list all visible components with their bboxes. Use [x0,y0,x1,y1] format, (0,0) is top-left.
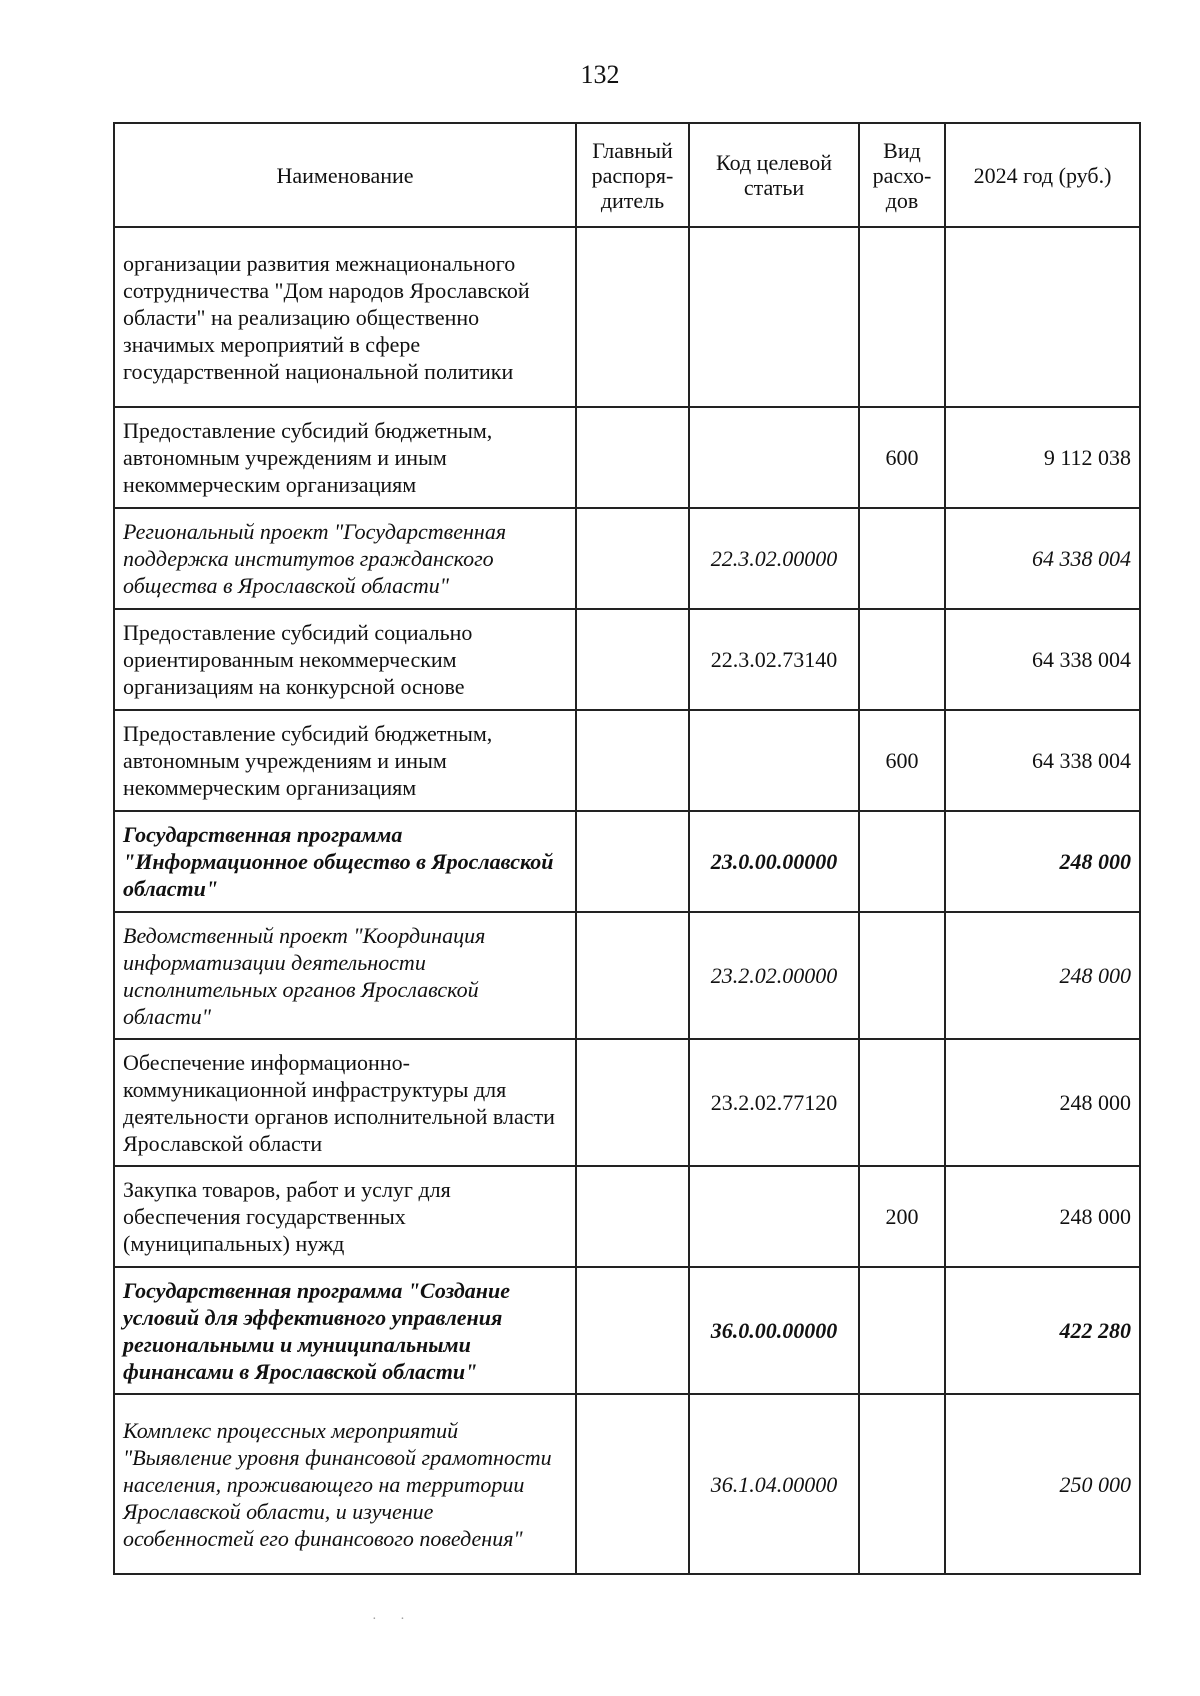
table-row [114,1166,1140,1267]
cell-manager [576,508,689,609]
cell-type: 600 [859,407,945,508]
cell-amount: 64 338 004 [945,710,1140,811]
page-number: 132 [580,60,620,89]
cell-type [859,912,945,1039]
cell-code: 23.2.02.00000 [689,912,859,1039]
cell-manager [576,1166,689,1267]
budget-table [113,122,1141,1575]
table-row [114,508,1140,609]
cell-manager [576,912,689,1039]
cell-name: организации развития межнационального сотрудничества "Дом народов Ярославской области" на реализацию общественно значимых мероприятий в сфере государственной национальной политики [114,227,576,407]
cell-name: Ведомственный проект "Координация информатизации деятельности исполнительных органов Ярославской области" [114,912,576,1039]
table-row [114,1394,1140,1574]
cell-name: Закупка товаров, работ и услуг для обеспечения государственных (муниципальных) нужд [114,1166,576,1267]
header-name: Наименование [114,123,576,227]
cell-amount: 422 280 [945,1267,1140,1394]
table-row [114,1039,1140,1166]
cell-code: 23.2.02.77120 [689,1039,859,1166]
cell-type: 200 [859,1166,945,1267]
header-code: Код целевой статьи [689,123,859,227]
cell-manager [576,1039,689,1166]
cell-code: 23.0.00.00000 [689,811,859,912]
table-row [114,407,1140,508]
cell-name: Предоставление субсидий социально ориентированным некоммерческим организациям на конкурсной основе [114,609,576,710]
cell-name: Предоставление субсидий бюджетным, автономным учреждениям и иным некоммерческим организациям [114,407,576,508]
header-type: Вид расхо-дов [859,123,945,227]
cell-manager [576,811,689,912]
cell-type [859,1039,945,1166]
table-header-row [114,123,1140,227]
cell-type [859,1394,945,1574]
scan-artifact: · · [372,1612,415,1627]
cell-type [859,227,945,407]
cell-code: 22.3.02.00000 [689,508,859,609]
table-row [114,1267,1140,1394]
cell-code: 22.3.02.73140 [689,609,859,710]
cell-name: Предоставление субсидий бюджетным, автономным учреждениям и иным некоммерческим организациям [114,710,576,811]
cell-manager [576,710,689,811]
table-row [114,227,1140,407]
header-year: 2024 год (руб.) [945,123,1140,227]
cell-code [689,710,859,811]
cell-type [859,609,945,710]
cell-code [689,407,859,508]
cell-type: 600 [859,710,945,811]
cell-type [859,1267,945,1394]
table-row [114,609,1140,710]
cell-name: Комплекс процессных мероприятий "Выявление уровня финансовой грамотности населения, проживающего на территории Ярославской области, и изучение особенностей его финансового поведения" [114,1394,576,1574]
table-row [114,912,1140,1039]
cell-amount: 9 112 038 [945,407,1140,508]
cell-name: Государственная программа "Создание условий для эффективного управления региональными и муниципальными финансами в Ярославской области" [114,1267,576,1394]
cell-amount: 248 000 [945,1039,1140,1166]
cell-code [689,1166,859,1267]
cell-manager [576,407,689,508]
cell-amount: 248 000 [945,912,1140,1039]
cell-code: 36.0.00.00000 [689,1267,859,1394]
cell-amount: 64 338 004 [945,508,1140,609]
cell-code: 36.1.04.00000 [689,1394,859,1574]
table-body [114,227,1140,1574]
table-row [114,710,1140,811]
cell-manager [576,1267,689,1394]
cell-name: Обеспечение информационно-коммуникационной инфраструктуры для деятельности органов исполнительной власти Ярославской области [114,1039,576,1166]
header-manager: Главный распоря-дитель [576,123,689,227]
cell-type [859,508,945,609]
cell-manager [576,227,689,407]
cell-amount: 248 000 [945,1166,1140,1267]
cell-code [689,227,859,407]
cell-amount: 250 000 [945,1394,1140,1574]
cell-name: Региональный проект "Государственная поддержка институтов гражданского общества в Ярославской области" [114,508,576,609]
cell-manager [576,609,689,710]
cell-manager [576,1394,689,1574]
table-row [114,811,1140,912]
cell-name: Государственная программа "Информационное общество в Ярославской области" [114,811,576,912]
cell-amount [945,227,1140,407]
cell-amount: 248 000 [945,811,1140,912]
cell-type [859,811,945,912]
cell-amount: 64 338 004 [945,609,1140,710]
